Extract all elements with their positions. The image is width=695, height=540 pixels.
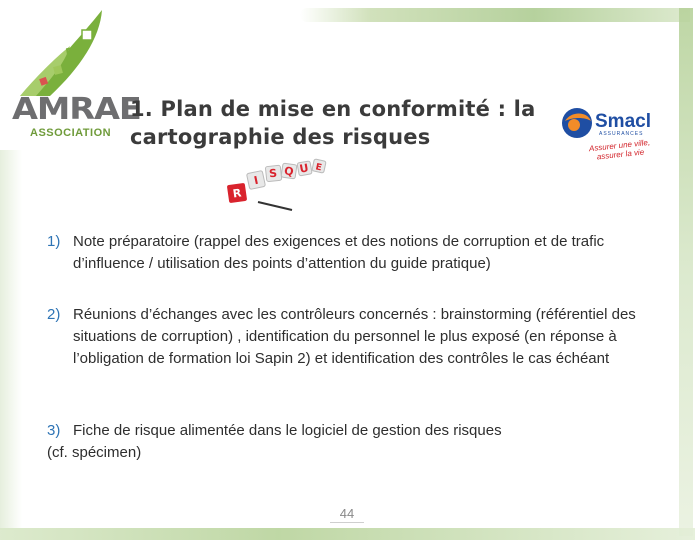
smacl-wordmark: Smacl — [595, 111, 651, 132]
page-number: 44 — [330, 506, 364, 523]
right-decoration-stripe — [679, 8, 693, 536]
risk-illustration — [218, 158, 338, 218]
svg-text:R: R — [231, 186, 243, 201]
left-decoration-stripe — [0, 150, 22, 530]
svg-text:Q: Q — [283, 164, 295, 179]
svg-text:I: I — [252, 173, 260, 188]
smacl-swirl-icon — [557, 105, 597, 141]
top-decoration-stripe — [300, 8, 690, 22]
bottom-decoration-stripe — [0, 528, 695, 540]
amrae-wordmark: AMRAE — [12, 92, 141, 127]
risque-dice-icon — [218, 158, 338, 218]
svg-text:S: S — [268, 166, 278, 181]
smacl-logo — [557, 105, 657, 163]
slide-title: 1. Plan de mise en conformité : la cartographie des risques — [130, 97, 536, 149]
smacl-subtitle: ASSURANCES — [599, 131, 644, 137]
svg-text:E: E — [314, 162, 323, 174]
list-item-number: 3) — [47, 422, 61, 439]
list-item-continuation: (cf. spécimen) — [47, 444, 142, 461]
svg-text:U: U — [298, 161, 310, 176]
amrae-swoosh-icon — [10, 8, 120, 100]
list-item-text: Note préparatoire (rappel des exigences et des notions de corruption et de trafic d’influence / utilisation des points d’attention du guide pratique) — [73, 233, 605, 272]
list-item-text: Réunions d’échanges avec les contrôleurs concernés : brainstorming (référentiel des situations de corruption) , identification du personnel le plus exposé (en réponse à l’obligation de formation loi Sapin 2) et identification des contrôles le cas échéant — [73, 306, 636, 367]
amrae-logo — [10, 8, 141, 139]
list-item-text: Fiche de risque alimentée dans le logiciel de gestion des risques — [73, 422, 502, 439]
list-item-number: 1) — [47, 233, 61, 250]
list-item-number: 2) — [47, 306, 61, 323]
smacl-tagline: Assurer une ville, assurer la vie — [588, 137, 651, 162]
amrae-subtitle: ASSOCIATION — [30, 127, 112, 139]
